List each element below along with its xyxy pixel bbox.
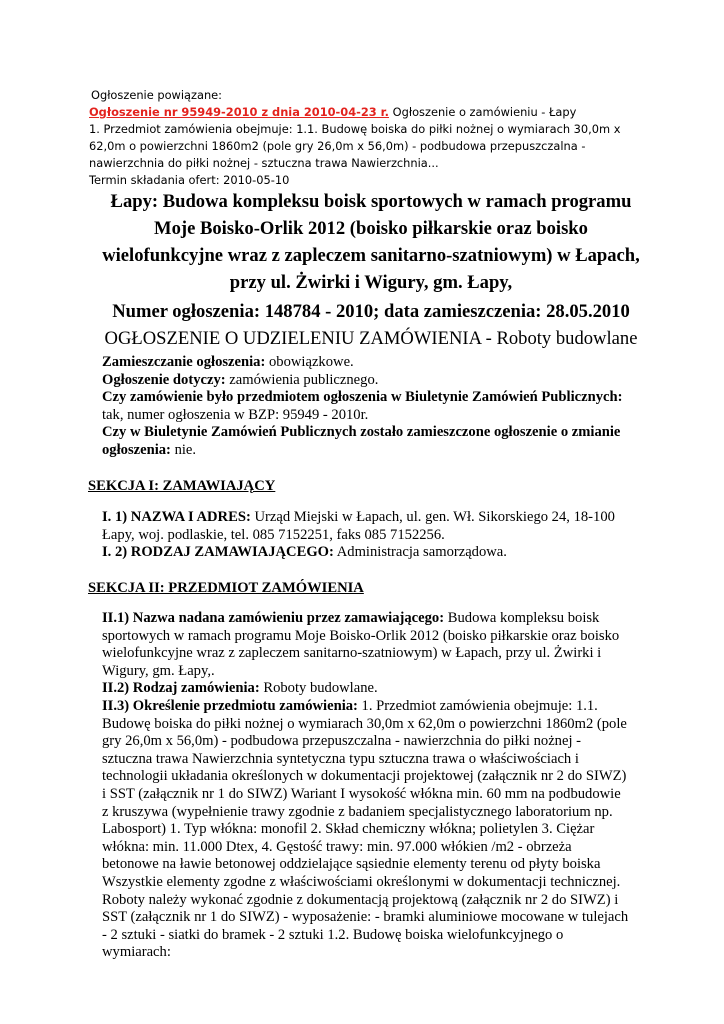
section2-block bbox=[102, 610, 630, 962]
related-link-line bbox=[89, 104, 649, 121]
intro-block bbox=[102, 354, 630, 460]
field-value: nie. bbox=[170, 441, 197, 458]
field-label: Ogłoszenie dotyczy: bbox=[102, 371, 226, 388]
field-value: Budowa kompleksu boisk sportowych w ramach programu Moje Boisko-Orlik 2012 (boisko piłkarskie oraz boisko wielofunkcyjne wraz z zapleczem sanitarno-szatniowym) w Łapach, przy ul. Żwirki i Wigury, gm. Łapy,. bbox=[102, 610, 620, 679]
related-notice-block bbox=[89, 87, 649, 189]
field-label: I. 1) NAZWA I ADRES: bbox=[102, 509, 251, 525]
notice-type: OGŁOSZENIE O UDZIELENIU ZAMÓWIENIA - Roboty budowlane bbox=[104, 328, 638, 349]
field-label: Czy w Biuletynie Zamówień Publicznych zostało zamieszczone ogłoszenie o zmianie ogłoszenia: bbox=[102, 424, 621, 458]
related-deadline: Termin składania ofert: 2010-05-10 bbox=[89, 173, 290, 187]
intro-row bbox=[102, 354, 630, 372]
intro-row bbox=[102, 407, 630, 425]
intro-row bbox=[102, 424, 630, 459]
field-label: Zamieszczanie ogłoszenia: bbox=[102, 354, 266, 370]
field-value: zamówienia publicznego. bbox=[225, 371, 379, 388]
notice-title: Łapy: Budowa kompleksu boisk sportowych w ramach programu Moje Boisko-Orlik 2012 (boisko piłkarskie oraz boisko wielofunkcyjne wraz z zapleczem sanitarno-szatniowym) w Łapach, przy ul. Żwirki i Wigury, gm. Łapy, bbox=[102, 191, 640, 293]
field-value: Urząd Miejski w Łapach, ul. gen. Wł. Sikorskiego 24, 18-100 Łapy, woj. podlaskie, tel. 085 7152251, faks 085 7152256. bbox=[102, 509, 615, 543]
intro-row bbox=[102, 372, 630, 390]
section2-row bbox=[102, 698, 630, 962]
field-value: Roboty budowlane. bbox=[259, 680, 378, 697]
related-label: Ogłoszenie powiązane: bbox=[91, 88, 223, 102]
field-value: 1. Przedmiot zamówienia obejmuje: 1.1. Budowę boiska do piłki nożnej o wymiarach 30,0m x 62,0m o powierzchni 1860m2 (pole gry 26,0m x 56,0m) - podbudowa przepuszczalna - nawierzchnia do piłki nożnej - sztuczna trawa Nawierzchnia syntetyczna typu sztuczna trawa o właściwościach i technologii układania określonych w dokumentacji projektowej (załącznik nr 2 do SIWZ) i SST (załącznik nr 1 do SIWZ) Wariant I wysokość włókna min. 60 mm na podbudowie z kruszywa (wypełnienie trawy zgodnie z badaniem specjalistycznego laboratorium np. Labosport) 1. Typ włókna: monofil 2. Skład chemiczny włókna; polietylen 3. Ciężar włókna: min. 11.000 Dtex, 4. Gęstość trawy: min. 97.000 włókien /m2 - obrzeża betonowe na ławie betonowej oddzielające sąsiednie elementy terenu od płyty boiska Wszystkie elementy zgodne z właściwościami określonymi w dokumentacji technicznej. Roboty należy wykonać zgodnie z dokumentacją projektową (załącznik nr 2 do SIWZ) i SST (załącznik nr 1 do SIWZ) - wyposażenie: - bramki aluminiowe mocowane w tulejach - 2 sztuki - siatki do bramek - 2 sztuki 1.2. Budowę boiska wielofunkcyjnego o wymiarach: bbox=[102, 697, 629, 961]
section1-row bbox=[102, 509, 630, 544]
field-value: tak, numer ogłoszenia w BZP: 95949 - 2010r. bbox=[102, 406, 369, 423]
section1-heading: SEKCJA I: ZAMAWIAJĄCY bbox=[88, 478, 276, 494]
field-label: II.2) Rodzaj zamówienia: bbox=[102, 680, 260, 697]
section2-row bbox=[102, 680, 630, 698]
section2-row bbox=[102, 610, 630, 680]
field-label: II.3) Określenie przedmiotu zamówienia: bbox=[102, 697, 358, 714]
related-notice-link[interactable]: Ogłoszenie nr 95949-2010 z dnia 2010-04-23 r. bbox=[89, 105, 390, 119]
field-label: II.1) Nazwa nadana zamówieniu przez zamawiającego: bbox=[102, 610, 445, 626]
field-label: Czy zamówienie było przedmiotem ogłoszenia w Biuletynie Zamówień Publicznych: bbox=[102, 389, 623, 406]
intro-row bbox=[102, 389, 630, 407]
notice-title-block bbox=[96, 188, 646, 352]
field-label: I. 2) RODZAJ ZAMAWIAJĄCEGO: bbox=[102, 544, 334, 561]
related-link-suffix: Ogłoszenie o zamówieniu - Łapy bbox=[389, 105, 577, 119]
related-description: 1. Przedmiot zamówienia obejmuje: 1.1. Budowę boiska do piłki nożnej o wymiarach 30,0m x 62,0m o powierzchni 1860m2 (pole gry 26,0m x 56,0m) - podbudowa przepuszczalna - nawierzchnia do piłki nożnej - sztuczna trawa Nawierzchnia... bbox=[89, 122, 621, 170]
field-value: Administracja samorządowa. bbox=[333, 544, 507, 561]
section1-block bbox=[102, 509, 630, 562]
notice-number-line: Numer ogłoszenia: 148784 - 2010; data zamieszczenia: 28.05.2010 bbox=[112, 301, 630, 322]
section2-heading: SEKCJA II: PRZEDMIOT ZAMÓWIENIA bbox=[88, 580, 364, 596]
field-value: obowiązkowe. bbox=[265, 354, 354, 370]
section1-row bbox=[102, 544, 630, 562]
